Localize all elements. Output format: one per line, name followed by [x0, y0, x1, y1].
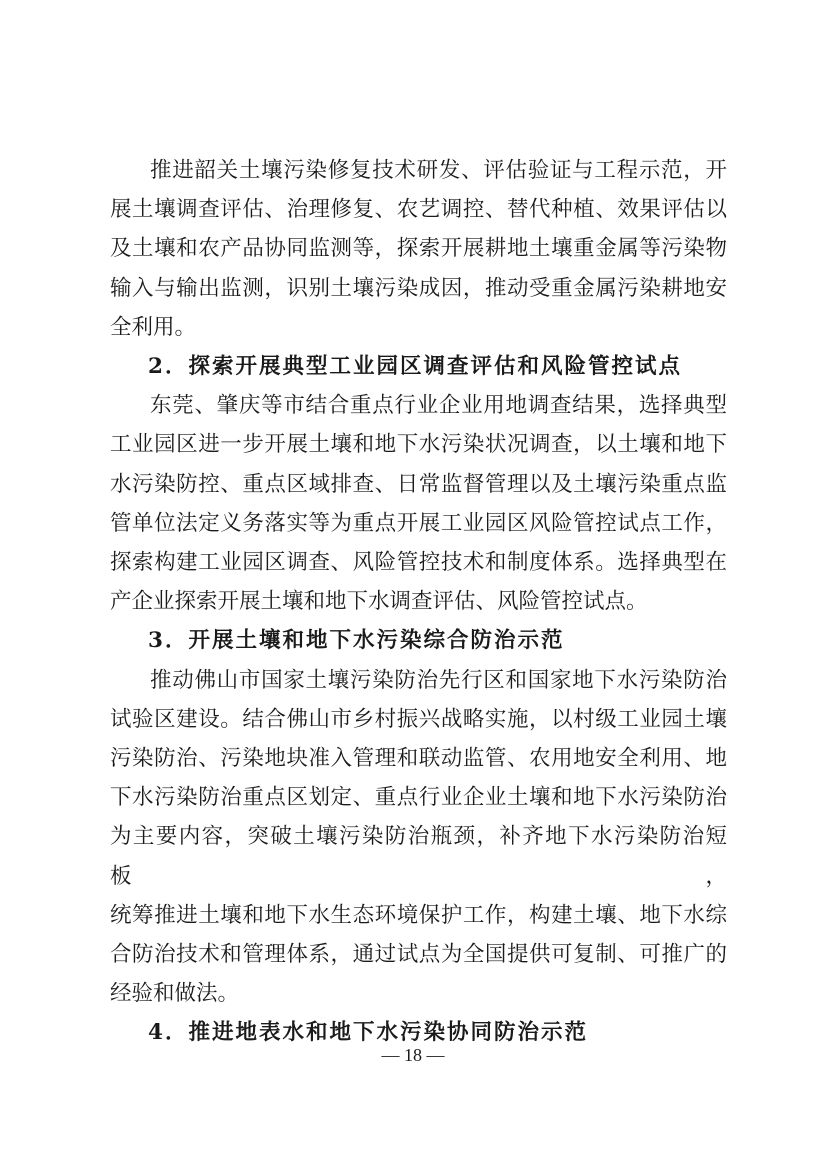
text-line: 展土壤调查评估、治理修复、农艺调控、替代种植、效果评估以 — [110, 197, 727, 223]
text-line: 合防治技术和管理体系，通过试点为全国提供可复制、可推广的 — [110, 942, 727, 968]
text-line: 推进韶关土壤污染修复技术研发、评估验证与工程示范，开 — [150, 158, 727, 183]
text-line: 管单位法定义务落实等为重点开展工业园区风险管控试点工作， — [110, 510, 727, 536]
text-line: 及土壤和农产品协同监测等，探索开展耕地土壤重金属等污染物 — [110, 236, 727, 262]
paragraph — [110, 386, 727, 621]
text-line: 输入与输出监测，识别土壤污染成因，推动受重金属污染耕地安 — [110, 275, 727, 301]
text-line: 东莞、肇庆等市结合重点行业企业用地调查结果，选择典型 — [150, 393, 727, 419]
section-heading: 3．开展土壤和地下水污染综合防治示范 — [148, 628, 565, 654]
paragraph — [110, 661, 727, 1014]
text-line: 为主要内容，突破土壤污染防治瓶颈，补齐地下水污染防治短板， — [110, 824, 727, 889]
text-line: 统筹推进土壤和地下水生态环境保护工作，构建土壤、地下水综 — [110, 902, 727, 928]
text-line: 工业园区进一步开展土壤和地下水污染状况调查，以土壤和地下 — [110, 432, 727, 458]
text-line: 下水污染防治重点区划定、重点行业企业土壤和地下水污染防治 — [110, 785, 727, 811]
document-body — [110, 151, 727, 1053]
section-heading: 4．推进地表水和地下水污染协同防治示范 — [148, 1020, 588, 1046]
text-line: 探索构建工业园区调查、风险管控技术和制度体系。选择典型在 — [110, 550, 727, 576]
text-line: 全利用。 — [110, 314, 197, 340]
text-line: 水污染防控、重点区域排查、日常监督管理以及土壤污染重点监 — [110, 471, 727, 497]
text-line: 推动佛山市国家土壤污染防治先行区和国家地下水污染防治 — [150, 667, 727, 693]
text-line: 试验区建设。结合佛山市乡村振兴战略实施，以村级工业园土壤 — [110, 706, 727, 732]
text-line: 产企业探索开展土壤和地下水调查评估、风险管控试点。 — [110, 589, 648, 615]
text-line: 污染防治、污染地块准入管理和联动监管、农用地安全利用、地 — [110, 746, 727, 772]
paragraph — [110, 151, 727, 347]
page-number: — 18 — — [381, 1045, 445, 1065]
text-line: 经验和做法。 — [110, 981, 240, 1007]
section-heading: 2．探索开展典型工业园区调查评估和风险管控试点 — [148, 354, 682, 380]
